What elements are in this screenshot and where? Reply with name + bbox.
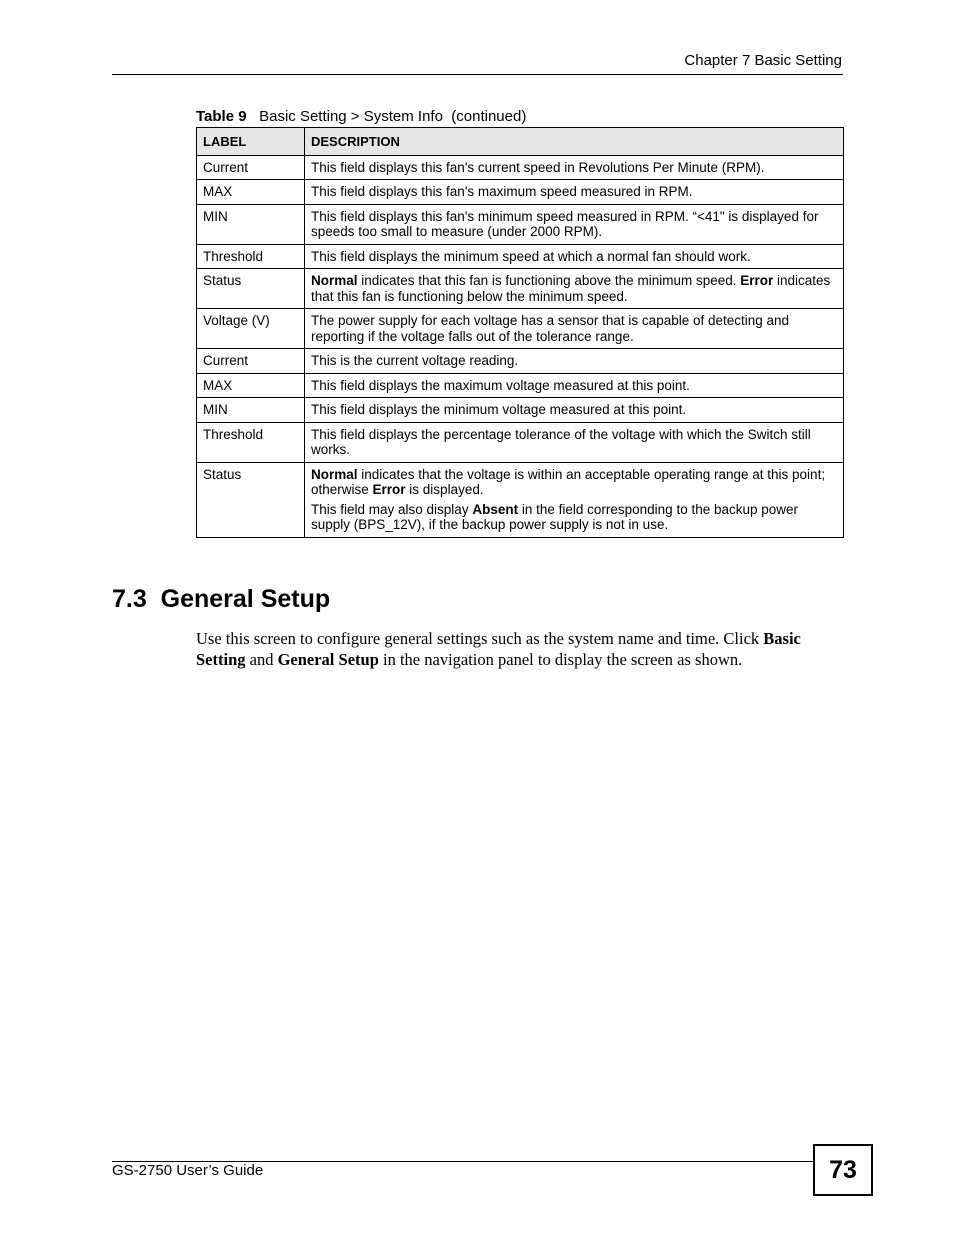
- text-run: in the field corresponding to the backup power supply (BPS_12V), if the backup power supply is not in use.: [311, 501, 799, 532]
- description-paragraph: [311, 184, 837, 200]
- text-run: This field may also display: [311, 501, 473, 517]
- row-description: [305, 204, 844, 244]
- table-row: [197, 309, 844, 349]
- running-header: Chapter 7 Basic Setting: [684, 52, 842, 69]
- row-description: [305, 244, 844, 269]
- row-description: [305, 180, 844, 205]
- text-run: This field displays this fan's maximum speed measured in RPM.: [311, 184, 693, 199]
- bold-term: Normal: [311, 466, 358, 482]
- row-label: Current: [197, 155, 305, 180]
- row-description: [305, 349, 844, 374]
- table-row: [197, 180, 844, 205]
- description-paragraph: [311, 249, 837, 265]
- text-run: This is the current voltage reading.: [311, 353, 519, 368]
- table-caption-title: Basic Setting > System Info (continued): [259, 108, 527, 125]
- column-header-description: DESCRIPTION: [305, 128, 844, 156]
- bold-term: Error: [740, 273, 774, 288]
- description-paragraph: [311, 313, 837, 344]
- bold-term: Error: [372, 482, 406, 497]
- row-description: [305, 155, 844, 180]
- row-label: Status: [197, 269, 305, 309]
- table-row: [197, 155, 844, 180]
- table-header-row: [197, 128, 844, 156]
- table-row: [197, 269, 844, 309]
- text-run: The power supply for each voltage has a sensor that is capable of detecting and reporting if the voltage falls out of the tolerance range.: [311, 313, 790, 344]
- text-run: This field displays the percentage tolerance of the voltage with which the Switch still works.: [311, 426, 811, 457]
- text-run: This field displays this fan's current speed in Revolutions Per Minute (RPM).: [311, 159, 765, 175]
- text-run: This field displays the minimum voltage measured at this point.: [311, 402, 687, 417]
- table-caption: [196, 108, 526, 126]
- row-description: [305, 422, 844, 462]
- description-paragraph: [311, 427, 837, 458]
- table-row: [197, 244, 844, 269]
- description-paragraph: [311, 402, 837, 418]
- table-row: [197, 349, 844, 374]
- description-paragraph: [311, 160, 837, 176]
- row-description: [305, 269, 844, 309]
- text-run: Use this screen to configure general settings such as the system name and time. Click: [196, 629, 764, 648]
- row-label: MAX: [197, 180, 305, 205]
- table-caption-label: Table 9: [196, 108, 247, 125]
- row-label: Status: [197, 462, 305, 537]
- table-body: [197, 155, 844, 537]
- text-run: is displayed.: [405, 482, 484, 497]
- row-description: [305, 398, 844, 423]
- column-header-label: LABEL: [197, 128, 305, 156]
- description-paragraph: [311, 273, 837, 304]
- description-paragraph: [311, 467, 837, 498]
- system-info-table: [196, 127, 844, 538]
- bold-term: General Setup: [277, 650, 379, 669]
- row-label: Current: [197, 349, 305, 374]
- section-paragraph: [196, 628, 844, 670]
- text-run: indicates that this fan is functioning below the minimum speed.: [311, 273, 831, 304]
- table-row: [197, 204, 844, 244]
- table-row: [197, 462, 844, 537]
- text-run: and: [245, 650, 278, 669]
- row-label: Threshold: [197, 244, 305, 269]
- description-paragraph: [311, 353, 837, 369]
- row-description: [305, 309, 844, 349]
- table-row: [197, 373, 844, 398]
- row-label: Threshold: [197, 422, 305, 462]
- description-paragraph: [311, 209, 837, 240]
- description-paragraph: [311, 502, 837, 533]
- text-run: This field displays the maximum voltage measured at this point.: [311, 377, 690, 393]
- row-label: MIN: [197, 204, 305, 244]
- description-paragraph: [311, 378, 837, 394]
- table-row: [197, 422, 844, 462]
- text-run: indicates that the voltage is within an acceptable operating range at this point; otherwise: [311, 466, 826, 497]
- page-number: 73: [813, 1144, 873, 1196]
- row-label: MAX: [197, 373, 305, 398]
- text-run: in the navigation panel to display the screen as shown.: [378, 650, 743, 669]
- text-run: indicates that this fan is functioning above the minimum speed.: [357, 273, 741, 288]
- section-title: 7.3 General Setup: [112, 585, 331, 613]
- row-description: [305, 462, 844, 537]
- row-label: MIN: [197, 398, 305, 423]
- row-label: Voltage (V): [197, 309, 305, 349]
- table-row: [197, 398, 844, 423]
- text-run: This field displays the minimum speed at which a normal fan should work.: [311, 248, 751, 264]
- bold-term: Normal: [311, 273, 358, 288]
- footer-guide-title: GS-2750 User’s Guide: [112, 1162, 264, 1179]
- bold-term: Basic Setting: [196, 629, 801, 669]
- header-rule: [112, 74, 843, 75]
- bold-term: Absent: [472, 501, 519, 517]
- text-run: This field displays this fan's minimum speed measured in RPM. “<41" is displayed for speeds too small to measure (under 2000 RPM).: [311, 208, 819, 239]
- row-description: [305, 373, 844, 398]
